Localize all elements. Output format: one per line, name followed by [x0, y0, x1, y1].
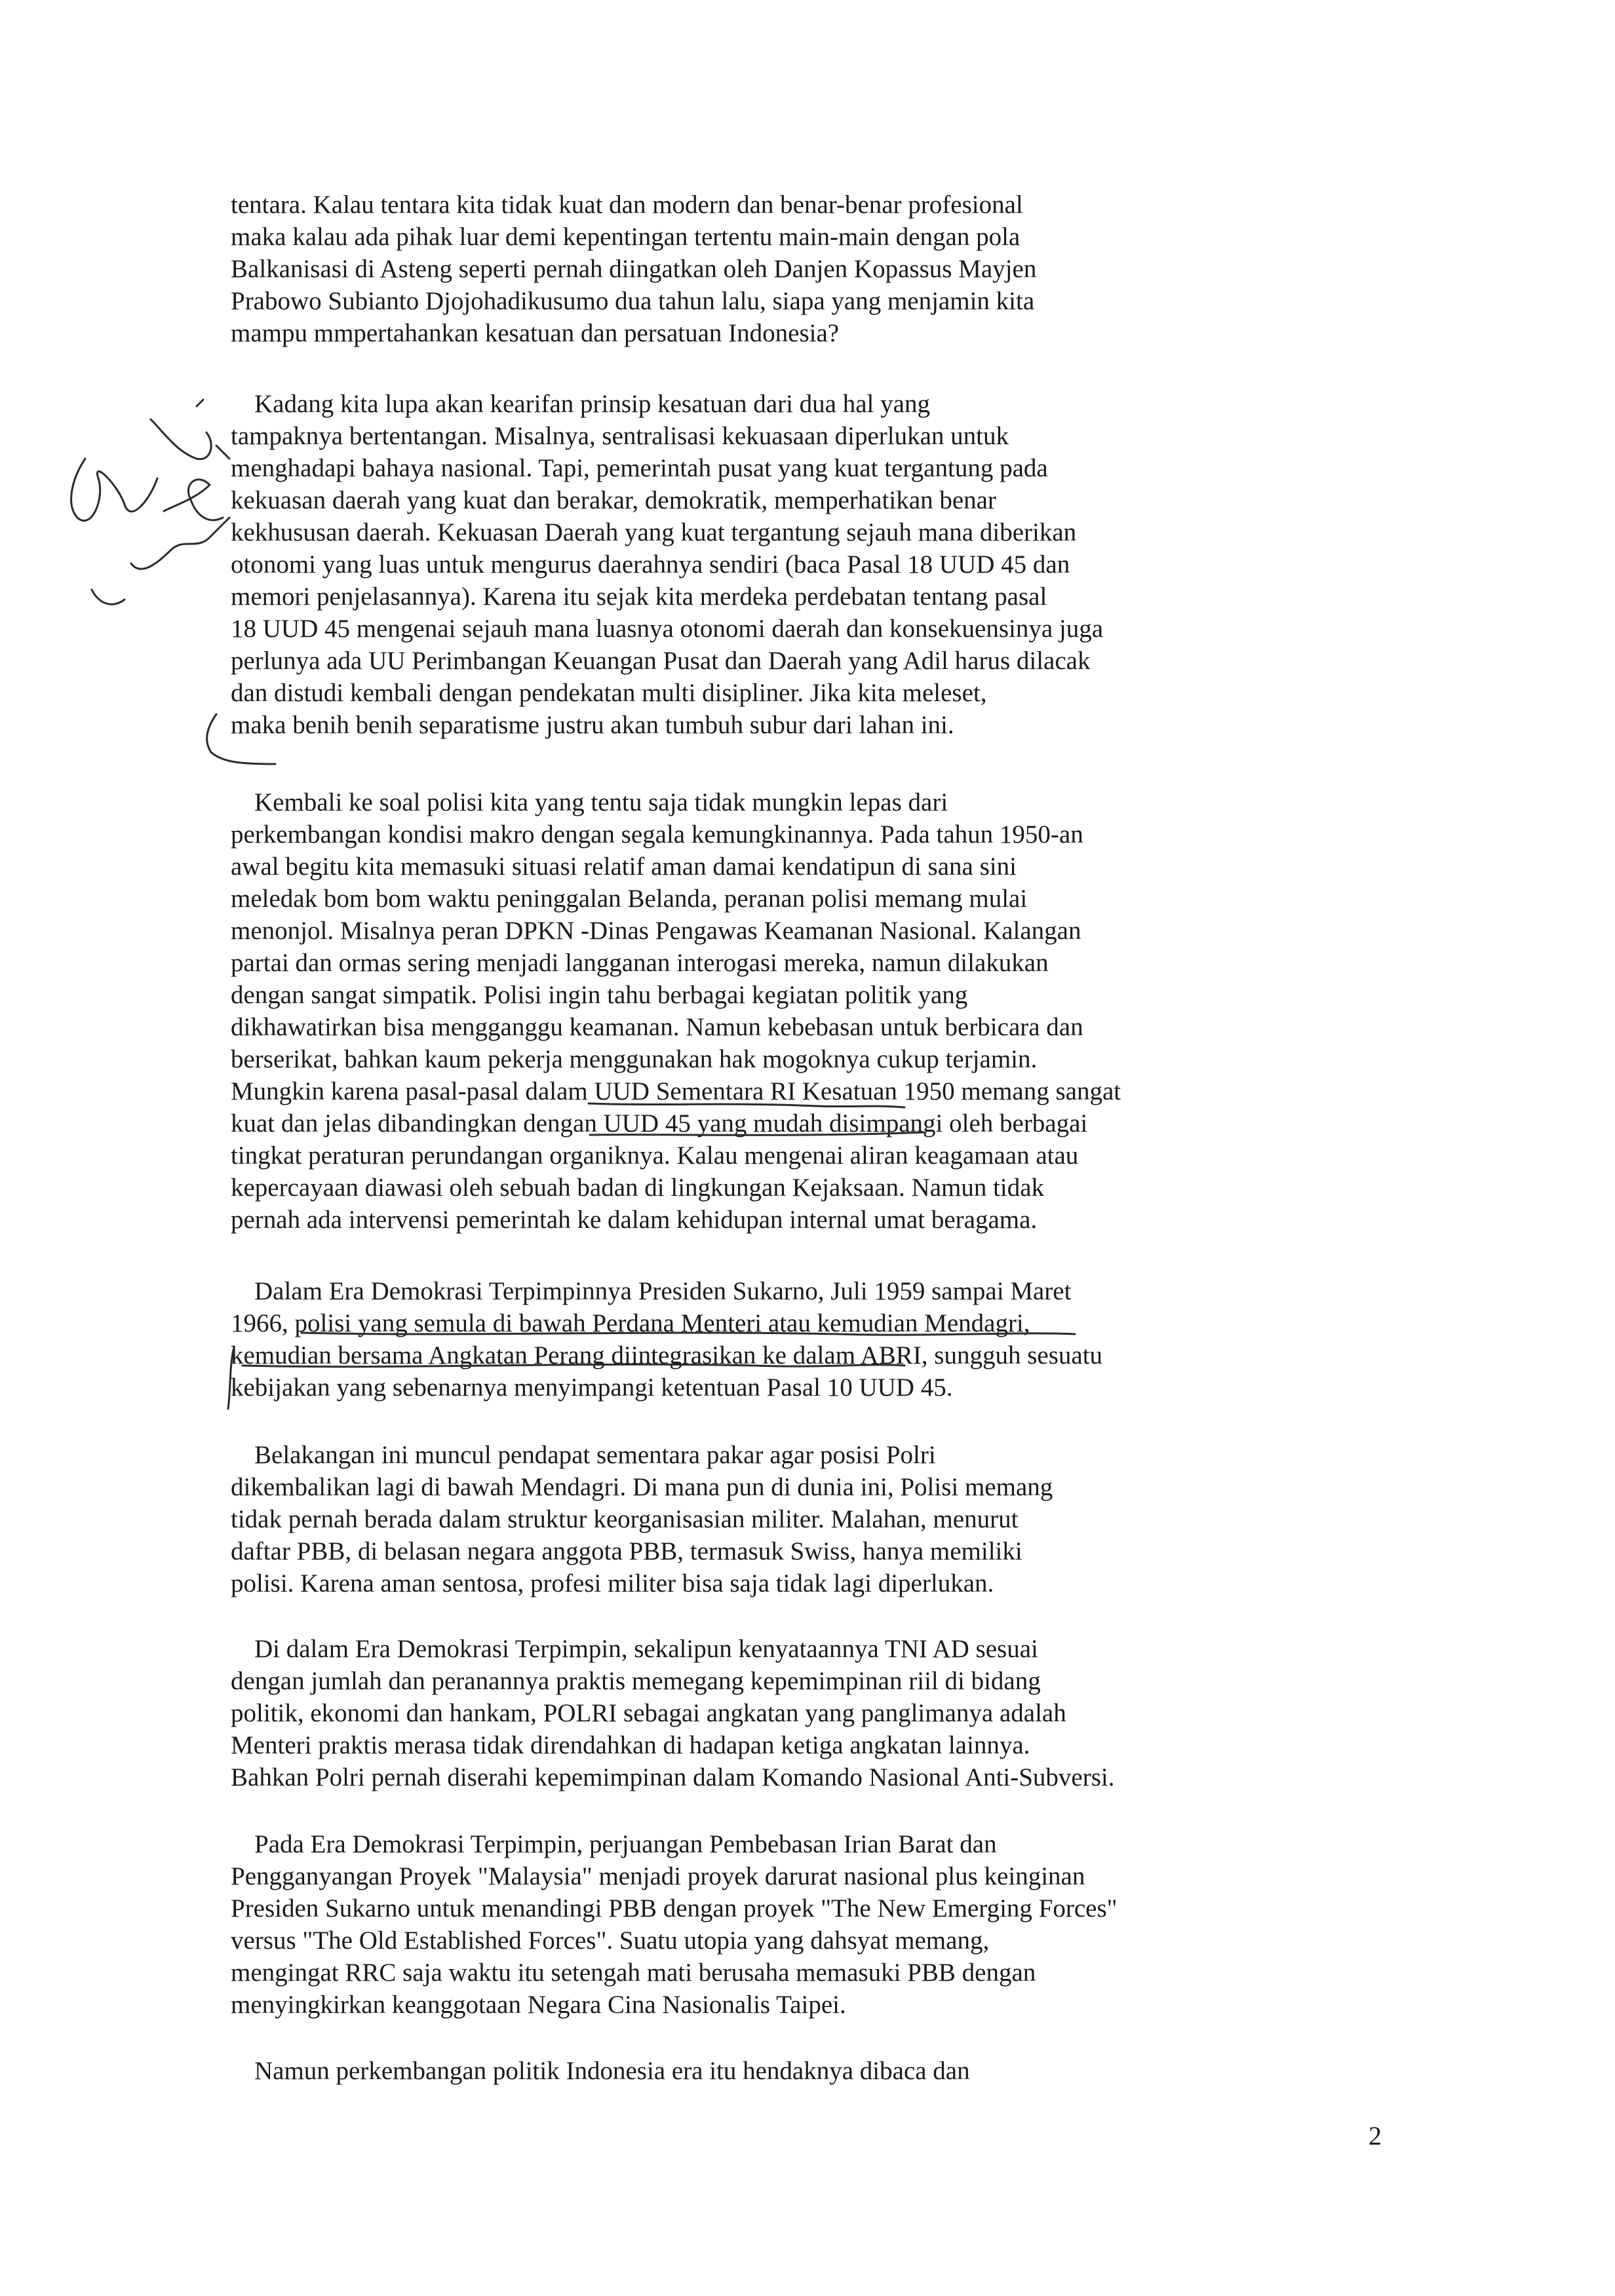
text-line: tampaknya bertentangan. Misalnya, sentralisasi kekuasaan diperlukan untuk	[231, 422, 1009, 450]
text-line: politik, ekonomi dan hankam, POLRI sebagai angkatan yang panglimanya adalah	[231, 1699, 1066, 1727]
text-line: kepercayaan diawasi oleh sebuah badan di lingkungan Kejaksaan. Namun tidak	[231, 1174, 1045, 1202]
margin-scribble	[164, 480, 223, 520]
paragraph-3	[231, 786, 1227, 1236]
text-line: Menteri praktis merasa tidak direndahkan di hadapan ketiga angkatan lainnya.	[231, 1731, 1030, 1759]
text-line: menghadapi bahaya nasional. Tapi, pemerintah pusat yang kuat tergantung pada	[231, 454, 1048, 482]
text-line: mengingat RRC saja waktu itu setengah mati berusaha memasuki PBB dengan	[231, 1959, 1036, 1987]
text-line: kebijakan yang sebenarnya menyimpangi ketentuan Pasal 10 UUD 45.	[231, 1373, 953, 1402]
text-line: memori penjelasannya). Karena itu sejak kita merdeka perdebatan tentang pasal	[231, 583, 1047, 611]
text-line: awal begitu kita memasuki situasi relatif aman damai kendatipun di sana sini	[231, 852, 1017, 881]
text-line: Mungkin karena pasal-pasal dalam UUD Sementara RI Kesatuan 1950 memang sangat	[231, 1077, 1121, 1105]
text-line: daftar PBB, di belasan negara anggota PBB, termasuk Swiss, hanya memiliki	[231, 1537, 1022, 1565]
text-line: maka kalau ada pihak luar demi kepentingan tertentu main-main dengan pola	[231, 223, 1021, 251]
margin-scribble	[131, 518, 229, 569]
text-line: Dalam Era Demokrasi Terpimpinnya Presiden Sukarno, Juli 1959 sampai Maret	[254, 1277, 1072, 1305]
paragraph-5	[231, 1439, 1227, 1599]
text-line: versus "The Old Established Forces". Suatu utopia yang dahsyat memang,	[231, 1926, 990, 1955]
text-line: kekhususan daerah. Kekuasan Daerah yang kuat tergantung sejauh mana diberikan	[231, 518, 1077, 546]
text-line: perkembangan kondisi makro dengan segala kemungkinannya. Pada tahun 1950-an	[231, 820, 1083, 849]
margin-scribble	[197, 400, 203, 406]
text-line: Namun perkembangan politik Indonesia era itu hendaknya dibaca dan	[254, 2057, 970, 2085]
text-line: dikhawatirkan bisa mengganggu keamanan. Namun kebebasan untuk berbicara dan	[231, 1013, 1083, 1041]
text-line: berserikat, bahkan kaum pekerja menggunakan hak mogoknya cukup terjamin.	[231, 1045, 1038, 1073]
text-line: otonomi yang luas untuk mengurus daerahnya sendiri (baca Pasal 18 UUD 45 dan	[231, 550, 1070, 579]
text-line: Pada Era Demokrasi Terpimpin, perjuangan Pembebasan Irian Barat dan	[254, 1830, 997, 1858]
text-line: Pengganyangan Proyek "Malaysia" menjadi proyek darurat nasional plus keinginan	[231, 1862, 1085, 1890]
text-line: maka benih benih separatisme justru akan tumbuh subur dari lahan ini.	[231, 711, 954, 739]
text-line: Presiden Sukarno untuk menandingi PBB dengan proyek "The New Emerging Forces"	[231, 1894, 1118, 1923]
text-line: kuat dan jelas dibandingkan dengan UUD 45 yang mudah disimpangi oleh berbagai	[231, 1109, 1088, 1138]
text-line: Bahkan Polri pernah diserahi kepemimpinan dalam Komando Nasional Anti-Subversi.	[231, 1763, 1115, 1791]
paragraph-7	[231, 1828, 1227, 2021]
text-line: pernah ada intervensi pemerintah ke dalam kehidupan internal umat beragama.	[231, 1206, 1038, 1234]
text-line: mampu mmpertahankan kesatuan dan persatuan Indonesia?	[231, 319, 840, 347]
text-line: Balkanisasi di Asteng seperti pernah diingatkan oleh Danjen Kopassus Mayjen	[231, 255, 1037, 283]
text-line: dengan jumlah dan peranannya praktis memegang kepemimpinan riil di bidang	[231, 1667, 1041, 1695]
paragraph-2	[231, 388, 1227, 741]
margin-scribble	[92, 590, 125, 604]
text-line: 1966, polisi yang semula di bawah Perdana Menteri atau kemudian Mendagri,	[231, 1309, 1030, 1337]
text-line: perlunya ada UU Perimbangan Keuangan Pusat dan Daerah yang Adil harus dilacak	[231, 647, 1091, 675]
text-line: menonjol. Misalnya peran DPKN -Dinas Pengawas Keamanan Nasional. Kalangan	[231, 917, 1081, 945]
text-line: dengan sangat simpatik. Polisi ingin tahu berbagai kegiatan politik yang	[231, 981, 968, 1009]
text-line: kekuasan daerah yang kuat dan berakar, demokratik, memperhatikan benar	[231, 486, 996, 514]
margin-scribble	[216, 446, 229, 459]
text-line: meledak bom bom waktu peninggalan Belanda, peranan polisi memang mulai	[231, 885, 1028, 913]
text-line: Prabowo Subianto Djojohadikusumo dua tahun lalu, siapa yang menjamin kita	[231, 287, 1035, 315]
text-line: kemudian bersama Angkatan Perang diintegrasikan ke dalam ABRI, sungguh sesuatu	[231, 1341, 1103, 1369]
text-line: tidak pernah berada dalam struktur keorganisasian militer. Malahan, menurut	[231, 1505, 1019, 1533]
text-line: 18 UUD 45 mengenai sejauh mana luasnya otonomi daerah dan konsekuensinya juga	[231, 615, 1104, 643]
paragraph-4	[231, 1275, 1227, 1404]
margin-scribble	[71, 459, 157, 521]
text-line: polisi. Karena aman sentosa, profesi militer bisa saja tidak lagi diperlukan.	[231, 1569, 994, 1598]
text-line: tentara. Kalau tentara kita tidak kuat dan modern dan benar-benar profesional	[231, 191, 1023, 219]
margin-scribble	[151, 419, 211, 459]
paragraph-1	[231, 189, 1227, 349]
paragraph-6	[231, 1633, 1227, 1793]
text-line: Kadang kita lupa akan kearifan prinsip kesatuan dari dua hal yang	[254, 390, 930, 418]
page-number: 2	[1369, 2121, 1382, 2151]
text-line: tingkat peraturan perundangan organiknya. Kalau mengenai aliran keagamaan atau	[231, 1141, 1079, 1170]
text-line: dikembalikan lagi di bawah Mendagri. Di mana pun di dunia ini, Polisi memang	[231, 1473, 1053, 1501]
text-line: dan distudi kembali dengan pendekatan multi disipliner. Jika kita meleset,	[231, 679, 987, 707]
text-line: Belakangan ini muncul pendapat sementara pakar agar posisi Polri	[254, 1441, 936, 1469]
text-line: partai dan ormas sering menjadi langganan interogasi mereka, namun dilakukan	[231, 949, 1049, 977]
text-line: Kembali ke soal polisi kita yang tentu saja tidak mungkin lepas dari	[254, 788, 948, 816]
paragraph-8	[231, 2055, 1227, 2087]
text-line: menyingkirkan keanggotaan Negara Cina Nasionalis Taipei.	[231, 1991, 846, 2019]
text-line: Di dalam Era Demokrasi Terpimpin, sekalipun kenyataannya TNI AD sesuai	[254, 1635, 1038, 1663]
